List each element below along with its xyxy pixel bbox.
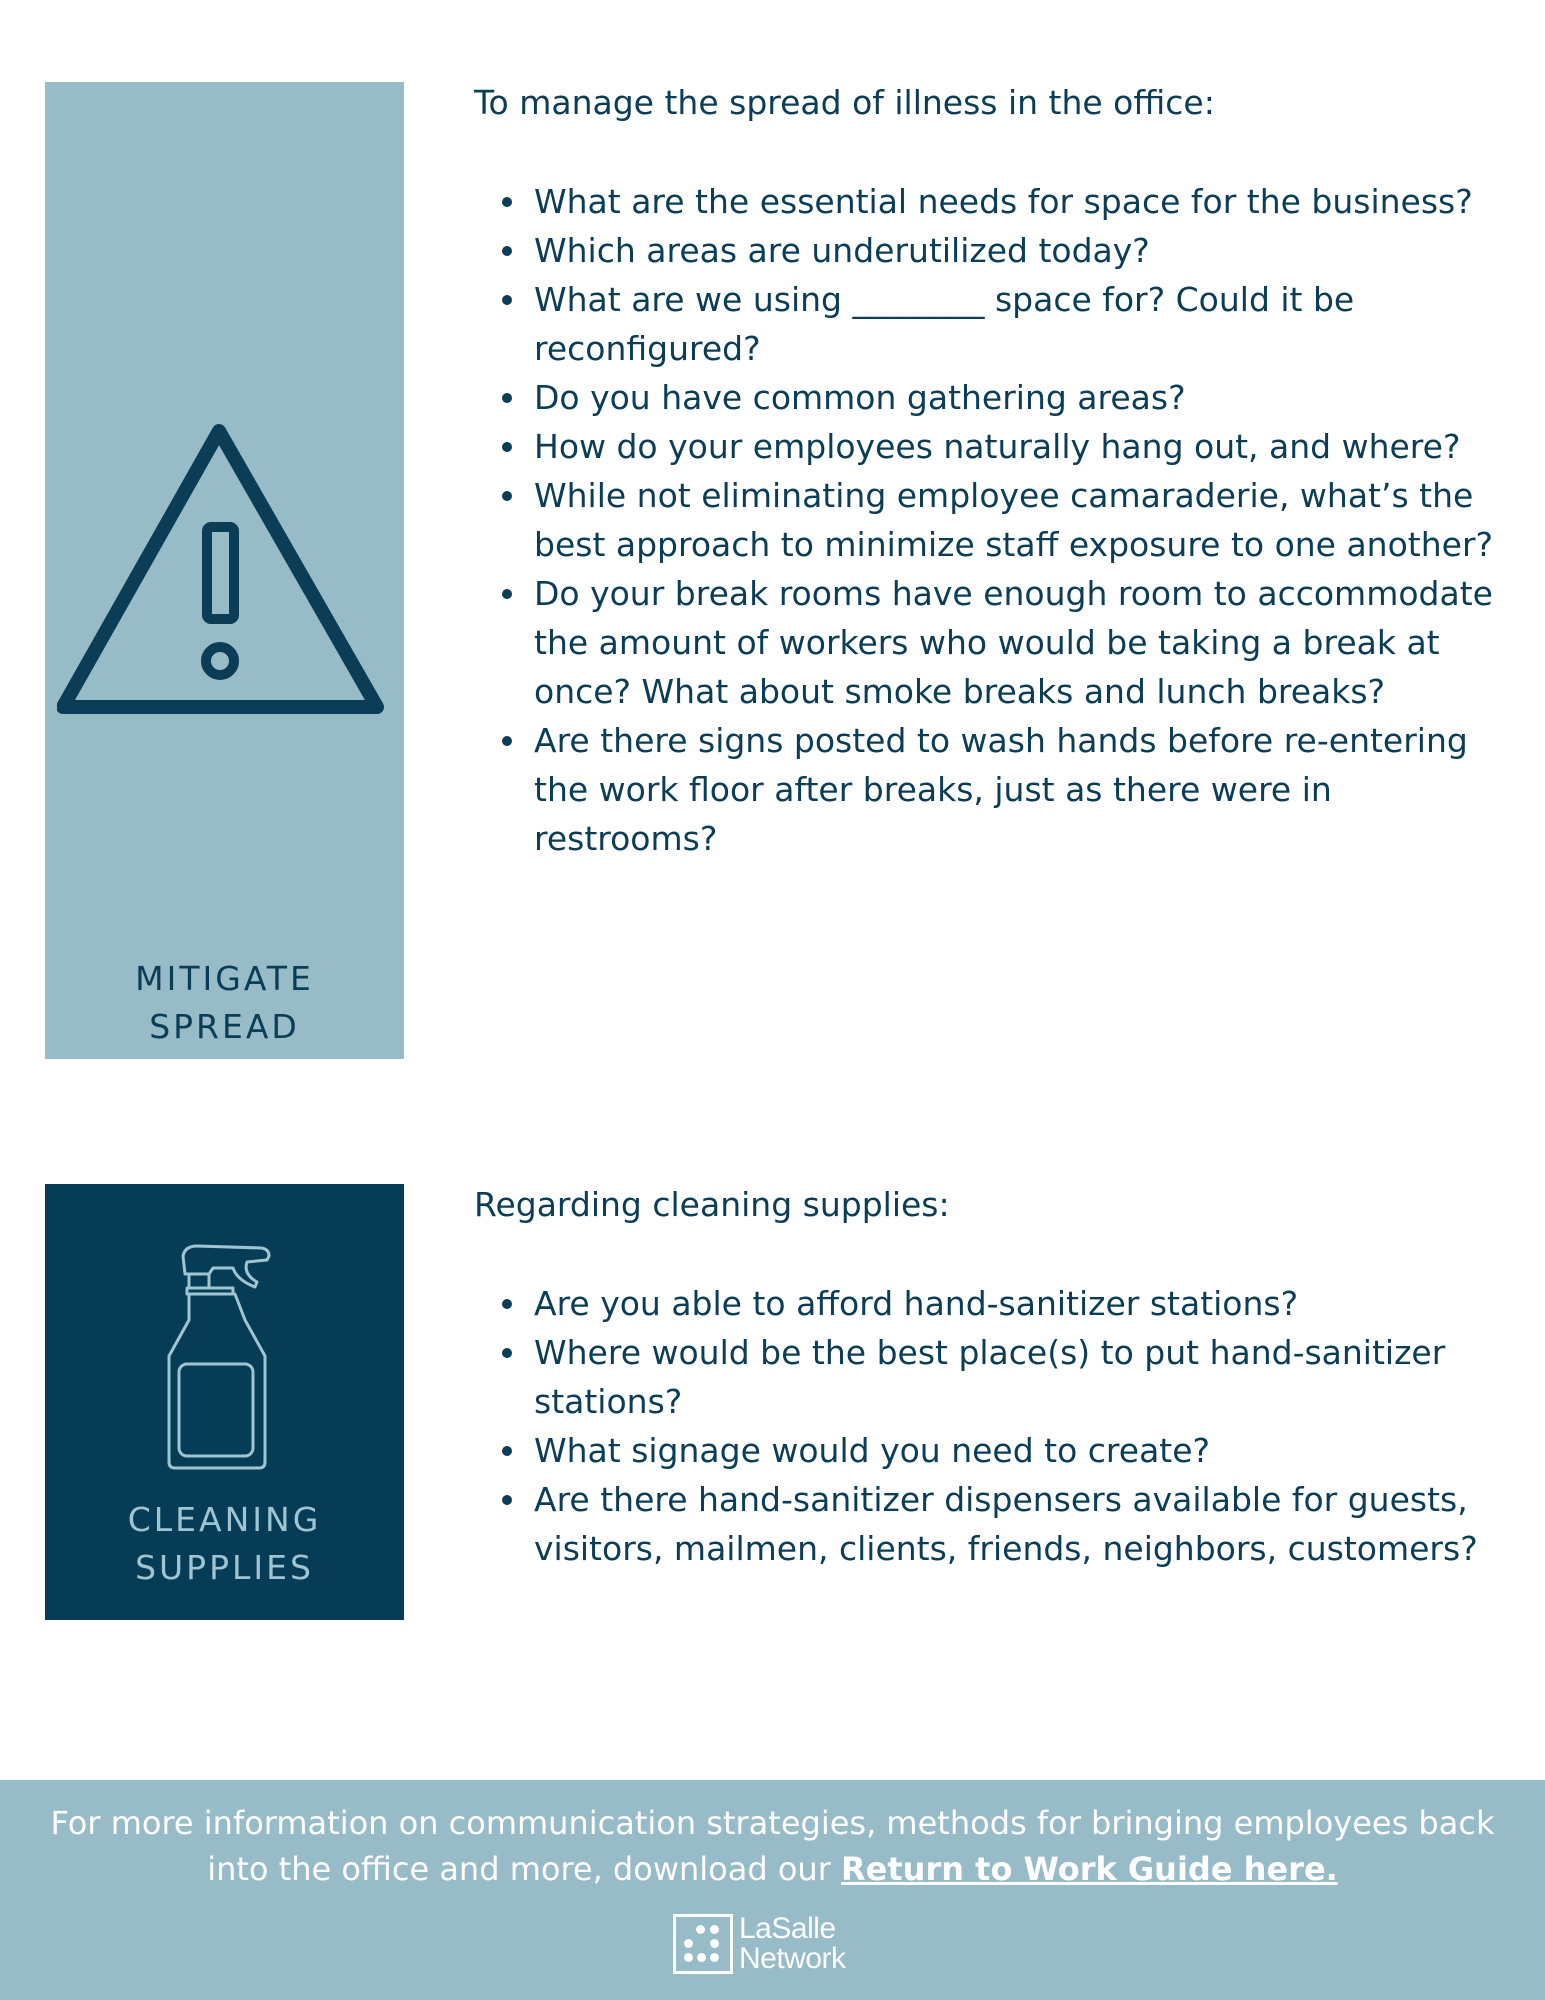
list-item: What are we using ________ space for? Could it be reconfigured? — [474, 275, 1514, 373]
return-to-work-guide-link[interactable]: Return to Work Guide here. — [841, 1850, 1338, 1888]
spray-bottle-icon — [165, 1240, 285, 1470]
lasalle-network-logo — [673, 1914, 846, 1974]
list-item: Are there signs posted to wash hands before re-entering the work floor after breaks, just as there were in restrooms? — [474, 716, 1514, 863]
list-item: Do your break rooms have enough room to accommodate the amount of workers who would be taking a break at once? What about smoke breaks and lunch breaks? — [474, 569, 1514, 716]
warning-triangle-icon — [57, 417, 392, 727]
list-item: Do you have common gathering areas? — [474, 373, 1514, 422]
mitigate-spread-panel — [45, 82, 404, 1059]
mitigate-spread-content — [474, 78, 1514, 863]
footer-banner — [0, 1780, 1545, 2000]
footer-text — [20, 1800, 1525, 1892]
mitigate-intro: To manage the spread of illness in the office: — [474, 83, 1215, 122]
logo-line1: LaSalle — [739, 1912, 836, 1945]
logo-line2: Network — [739, 1942, 846, 1975]
list-item: What signage would you need to create? — [474, 1426, 1514, 1475]
cleaning-label-line2: SUPPLIES — [135, 1548, 314, 1587]
list-item: Are there hand-sanitizer dispensers available for guests, visitors, mailmen, clients, friends, neighbors, customers? — [474, 1475, 1514, 1573]
footer-message: For more information on communication strategies, methods for bringing employees back into the office and more, download our — [50, 1804, 1495, 1888]
list-item: What are the essential needs for space for the business? — [474, 177, 1514, 226]
cleaning-question-list — [474, 1279, 1514, 1573]
mitigate-label-line1: MITIGATE — [135, 959, 314, 998]
cleaning-supplies-panel — [45, 1184, 404, 1620]
list-item: How do your employees naturally hang out, and where? — [474, 422, 1514, 471]
logo-wordmark — [739, 1914, 846, 1974]
cleaning-supplies-content — [474, 1180, 1514, 1573]
cleaning-supplies-label — [45, 1496, 404, 1592]
logo-mark-icon — [673, 1914, 733, 1974]
cleaning-label-line1: CLEANING — [127, 1500, 322, 1539]
list-item: Are you able to afford hand-sanitizer stations? — [474, 1279, 1514, 1328]
cleaning-intro: Regarding cleaning supplies: — [474, 1185, 950, 1224]
list-item: Which areas are underutilized today? — [474, 226, 1514, 275]
list-item: While not eliminating employee camaraderie, what’s the best approach to minimize staff exposure to one another? — [474, 471, 1514, 569]
mitigate-label-line2: SPREAD — [149, 1007, 300, 1046]
list-item: Where would be the best place(s) to put hand-sanitizer stations? — [474, 1328, 1514, 1426]
mitigate-spread-label — [45, 955, 404, 1051]
mitigate-question-list — [474, 177, 1514, 863]
